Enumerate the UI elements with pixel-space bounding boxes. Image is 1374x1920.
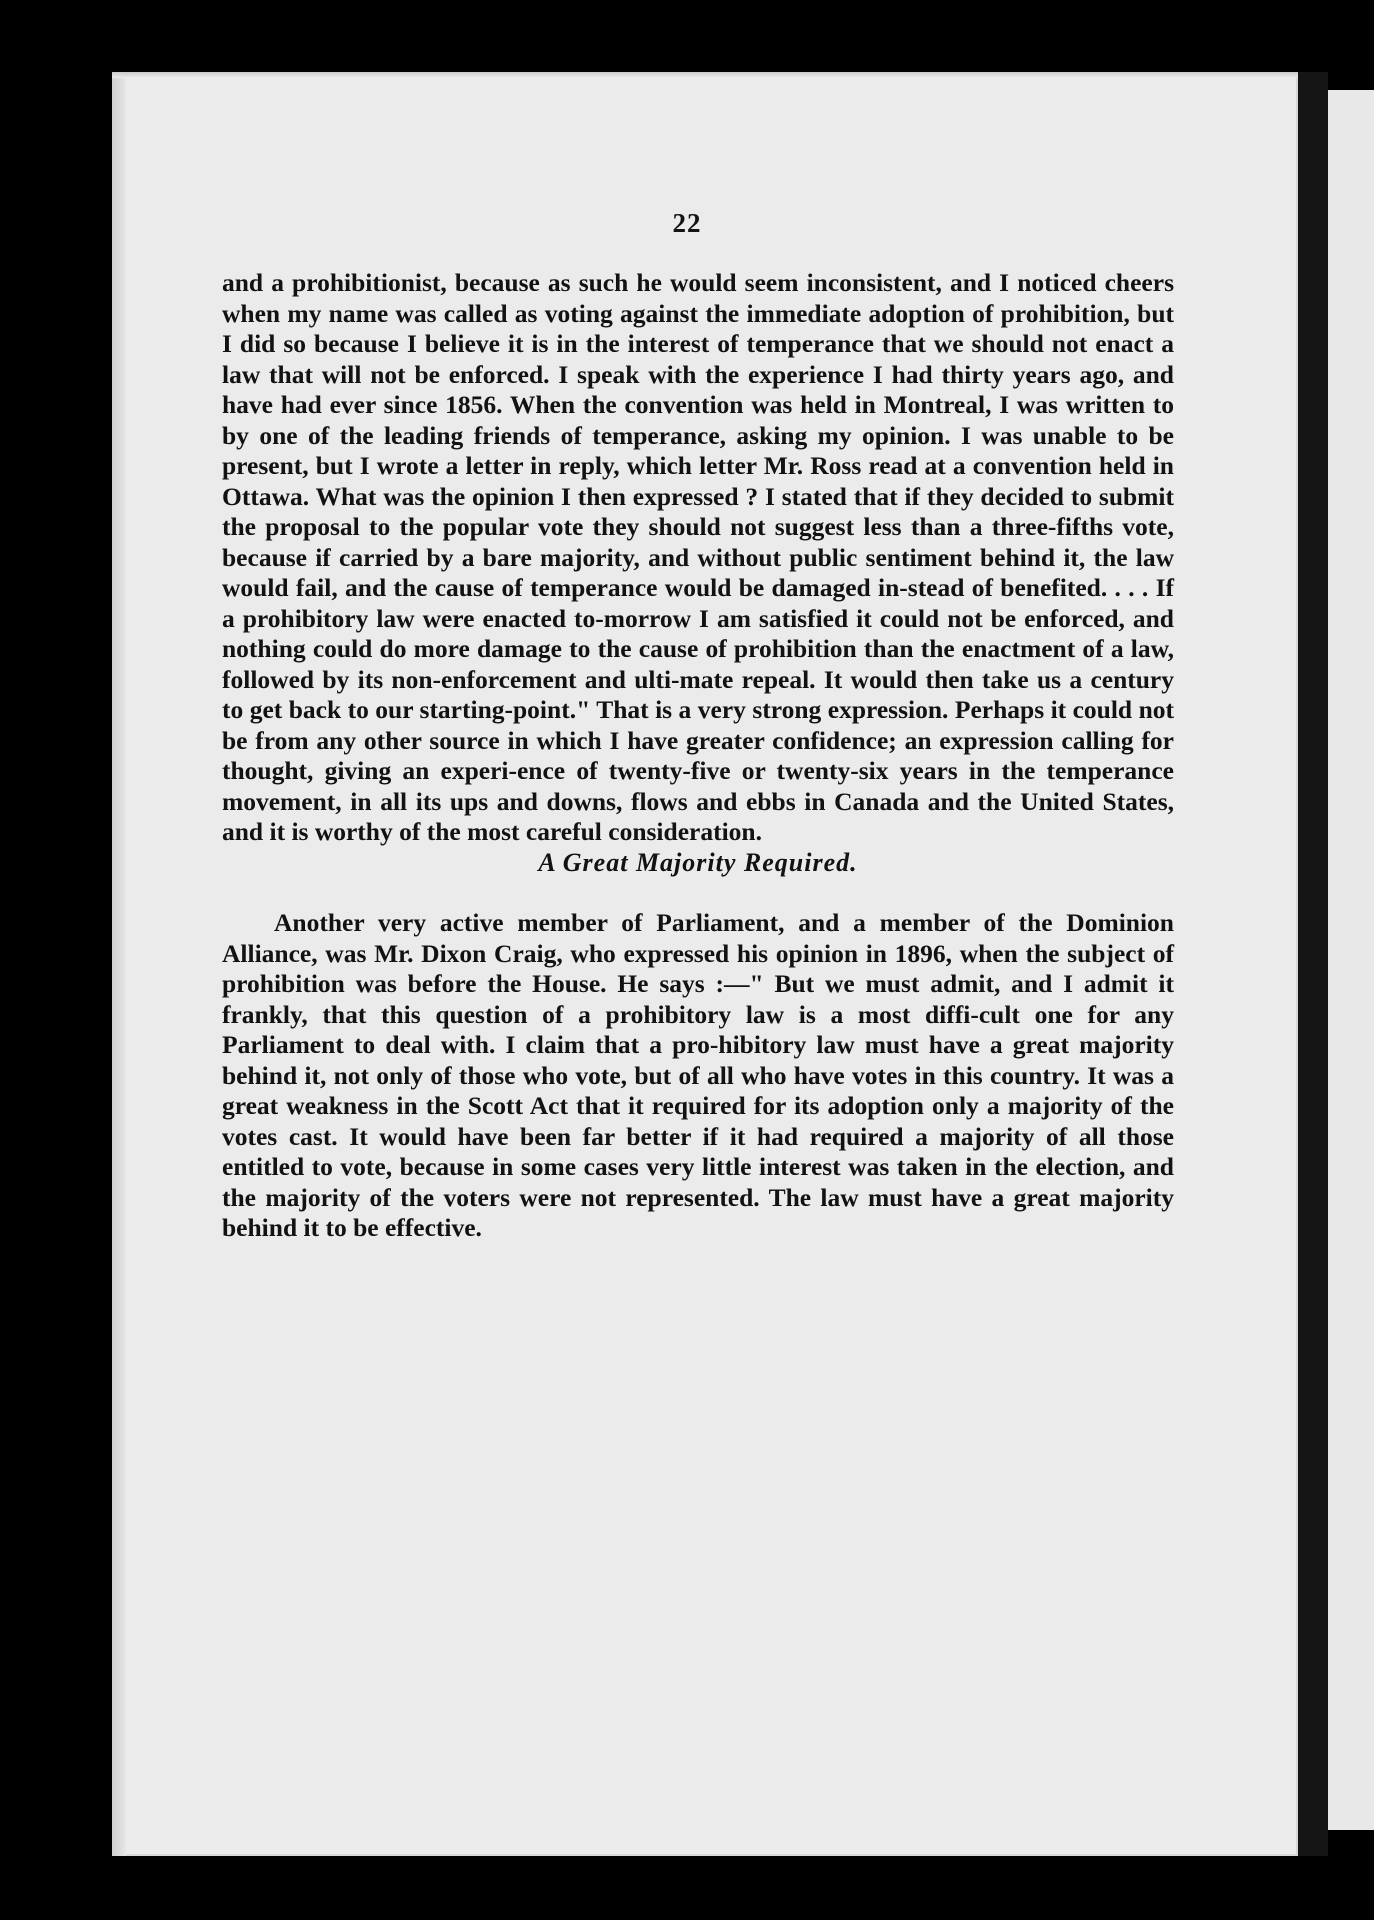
body-text: [222, 268, 1174, 1244]
page-top-edge: [112, 72, 1298, 78]
binding-shadow: [1298, 72, 1328, 1856]
page-number: 22: [672, 208, 702, 238]
section-heading: A Great Majority Required.: [538, 847, 858, 877]
paragraph-1: and a prohibitionist, because as such he would seem inconsistent, and I noticed cheers when my name was called as voting against the immediate adoption of prohibition, but I did so because I believe it is in the interest of temperance that we should not enact a law that will not be enforced. I speak with the experience I had thirty years ago, and have had ever since 1856. When the convention was held in Montreal, I was written to by one of the leading friends of temperance, asking my opinion. I was unable to be present, but I wrote a letter in reply, which letter Mr. Ross read at a convention held in Ottawa. What was the opinion I then expressed ? I stated that if they decided to submit the proposal to the popular vote they should not suggest less than a three-fifths vote, because if carried by a bare majority, and without public sentiment behind it, the law would fail, and the cause of temperance would be damaged in-stead of benefited. . . . If a prohibitory law were enacted to-morrow I am satisfied it could not be enforced, and nothing could do more damage to the cause of prohibition than the enactment of a law, followed by its non-enforcement and ulti-mate repeal. It would then take us a century to get back to our starting-point." That is a very strong expression. Perhaps it could not be from any other source in which I have greater confidence; an expression calling for thought, giving an experi-ence of twenty-five or twenty-six years in the temperance movement, in all its ups and downs, flows and ebbs in Canada and the United States, and it is worthy of the most careful consideration.: [222, 268, 1174, 846]
adjacent-page-edge: [1328, 90, 1374, 1830]
paragraph-2: Another very active member of Parliament, and a member of the Dominion Alliance, was Mr. Dixon Craig, who expressed his opinion in 1896, when the subject of prohibition was before the House. He says :—" But we must admit, and I admit it frankly, that this question of a prohibitory law is a most diffi-cult one for any Parliament to deal with. I claim that a pro-hibitory law must have a great majority behind it, not only of those who vote, but of all who have votes in this country. It was a great weakness in the Scott Act that it required for its adoption only a majority of the votes cast. It would have been far better if it had required a majority of all those entitled to vote, because in some cases very little interest was taken in the election, and the majority of the voters were not represented. The law must have a great majority behind it to be effective.: [222, 908, 1174, 1242]
page-left-edge: [112, 72, 126, 1856]
